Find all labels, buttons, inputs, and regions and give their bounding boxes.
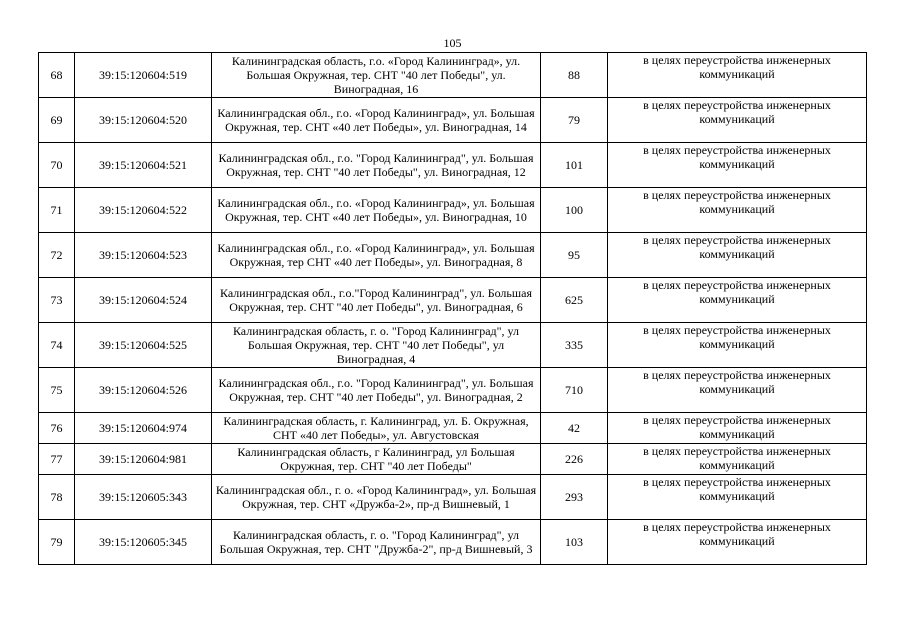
area-cell: 100 [541,188,608,233]
address-cell: Калининградская область, г.о. «Город Калининград», ул. Большая Окружная, тер. СНТ "40 лет Победы", ул. Виноградная, 16 [212,53,541,98]
row-number-cell: 74 [39,323,75,368]
row-number-cell: 76 [39,413,75,444]
area-cell: 335 [541,323,608,368]
address-cell: Калининградская обл., г.о. "Город Калининград", ул. Большая Окружная, тер. СНТ "40 лет Победы", ул. Виноградная, 2 [212,368,541,413]
row-number-cell: 68 [39,53,75,98]
table-row [39,53,867,98]
area-cell: 625 [541,278,608,323]
address-cell: Калининградская область, г. о. "Город Калининград", ул Большая Окружная, тер. СНТ "Дружба-2", пр-д Вишневый, 3 [212,520,541,565]
table-row [39,188,867,233]
table-row [39,520,867,565]
row-number-cell: 72 [39,233,75,278]
purpose-cell: в целях переустройства инженерных коммуникаций [608,323,867,368]
address-cell: Калининградская обл., г.о. «Город Калининград», ул. Большая Окружная, тер. СНТ «40 лет Победы», ул. Виноградная, 14 [212,98,541,143]
cadastral-number-cell: 39:15:120604:525 [75,323,212,368]
cadastral-number-cell: 39:15:120605:343 [75,475,212,520]
area-cell: 103 [541,520,608,565]
purpose-cell: в целях переустройства инженерных коммуникаций [608,444,867,475]
purpose-cell: в целях переустройства инженерных коммуникаций [608,98,867,143]
table-row [39,233,867,278]
table-row [39,444,867,475]
purpose-cell: в целях переустройства инженерных коммуникаций [608,413,867,444]
table-row [39,368,867,413]
land-plots-table [38,52,867,565]
purpose-cell: в целях переустройства инженерных коммуникаций [608,233,867,278]
cadastral-number-cell: 39:15:120604:520 [75,98,212,143]
address-cell: Калининградская область, г. о. "Город Калининград", ул Большая Окружная, тер. СНТ "40 лет Победы", ул Виноградная, 4 [212,323,541,368]
address-cell: Калининградская обл., г.о."Город Калининград", ул. Большая Окружная, тер. СНТ "40 лет Победы", ул. Виноградная, 6 [212,278,541,323]
purpose-cell: в целях переустройства инженерных коммуникаций [608,520,867,565]
table-row [39,98,867,143]
purpose-cell: в целях переустройства инженерных коммуникаций [608,188,867,233]
address-cell: Калининградская обл., г. о. «Город Калининград», ул. Большая Окружная, тер. СНТ «Дружба-2», пр-д Вишневый, 1 [212,475,541,520]
purpose-cell: в целях переустройства инженерных коммуникаций [608,143,867,188]
area-cell: 42 [541,413,608,444]
address-cell: Калининградская обл., г.о. «Город Калининград», ул. Большая Окружная, тер. СНТ «40 лет Победы», ул. Виноградная, 10 [212,188,541,233]
row-number-cell: 73 [39,278,75,323]
area-cell: 79 [541,98,608,143]
cadastral-number-cell: 39:15:120604:521 [75,143,212,188]
purpose-cell: в целях переустройства инженерных коммуникаций [608,53,867,98]
address-cell: Калининградская область, г Калининград, ул Большая Окружная, тер. СНТ "40 лет Победы" [212,444,541,475]
cadastral-number-cell: 39:15:120604:981 [75,444,212,475]
cadastral-number-cell: 39:15:120604:522 [75,188,212,233]
table-row [39,323,867,368]
area-cell: 95 [541,233,608,278]
cadastral-number-cell: 39:15:120604:523 [75,233,212,278]
area-cell: 710 [541,368,608,413]
table-row [39,413,867,444]
cadastral-number-cell: 39:15:120604:526 [75,368,212,413]
table-row [39,143,867,188]
row-number-cell: 77 [39,444,75,475]
page-number: 105 [443,36,462,50]
area-cell: 101 [541,143,608,188]
area-cell: 88 [541,53,608,98]
table-body [39,53,867,565]
purpose-cell: в целях переустройства инженерных коммуникаций [608,278,867,323]
address-cell: Калининградская обл., г.о. "Город Калининград", ул. Большая Окружная, тер. СНТ "40 лет Победы", ул. Виноградная, 12 [212,143,541,188]
cadastral-number-cell: 39:15:120605:345 [75,520,212,565]
row-number-cell: 71 [39,188,75,233]
cadastral-number-cell: 39:15:120604:524 [75,278,212,323]
table-row [39,278,867,323]
purpose-cell: в целях переустройства инженерных коммуникаций [608,368,867,413]
cadastral-number-cell: 39:15:120604:519 [75,53,212,98]
row-number-cell: 69 [39,98,75,143]
address-cell: Калининградская обл., г.о. «Город Калининград», ул. Большая Окружная, тер СНТ «40 лет Победы», ул. Виноградная, 8 [212,233,541,278]
cadastral-number-cell: 39:15:120604:974 [75,413,212,444]
address-cell: Калининградская область, г. Калининград, ул. Б. Окружная, СНТ «40 лет Победы», ул. Августовская [212,413,541,444]
purpose-cell: в целях переустройства инженерных коммуникаций [608,475,867,520]
row-number-cell: 70 [39,143,75,188]
row-number-cell: 78 [39,475,75,520]
row-number-cell: 79 [39,520,75,565]
area-cell: 226 [541,444,608,475]
area-cell: 293 [541,475,608,520]
table-row [39,475,867,520]
row-number-cell: 75 [39,368,75,413]
